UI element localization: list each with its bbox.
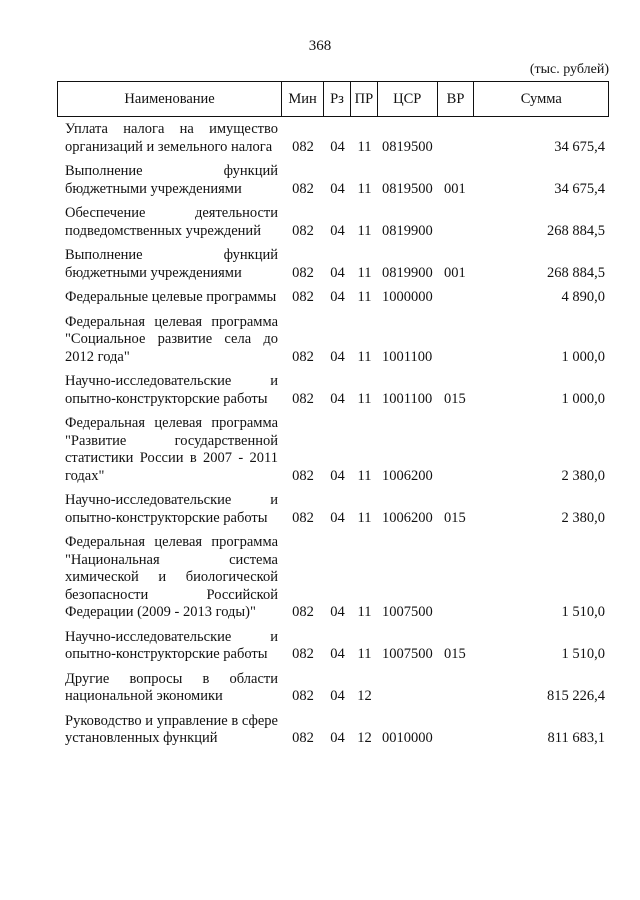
cell-rz: 04: [330, 180, 345, 197]
cell-pr: 11: [357, 222, 372, 239]
cell-pr: 11: [357, 390, 372, 407]
table-row: [57, 205, 609, 240]
cell-min: 082: [292, 180, 314, 197]
cell-csr: 1000000: [382, 289, 433, 305]
cell-min: 082: [292, 390, 314, 407]
header-sum: Сумма: [520, 90, 562, 107]
cell-pr: 11: [357, 264, 372, 281]
header-rz: Рз: [324, 82, 351, 116]
cell-pr: 11: [357, 180, 372, 197]
cell-rz: 04: [330, 138, 345, 155]
cell-name: Выполнение функций бюджетными учреждениями: [65, 163, 278, 197]
cell-vr: 001: [444, 264, 466, 281]
cell-sum: 1 510,0: [561, 646, 605, 662]
cell-pr: 12: [357, 730, 372, 746]
cell-rz: 04: [330, 390, 345, 407]
cell-name: Руководство и управление в сфере установленных функций: [65, 712, 278, 746]
cell-pr: 11: [357, 509, 372, 526]
cell-name: Федеральная целевая программа "Развитие государственной статистики России в 2007 - 2011 годах": [65, 415, 278, 484]
cell-name: Федеральная целевая программа "Социальное развитие села до 2012 года": [65, 313, 278, 365]
cell-name: Научно-исследовательские и опытно-конструкторские работы: [65, 628, 278, 662]
table-row: [57, 314, 609, 367]
header-name: Наименование: [58, 82, 282, 116]
cell-min: 082: [292, 348, 314, 365]
cell-rz: 04: [330, 348, 345, 365]
cell-sum: 2 380,0: [561, 509, 605, 526]
cell-rz: 04: [330, 730, 345, 746]
header-min: Мин: [282, 82, 324, 116]
cell-pr: 11: [357, 467, 372, 484]
cell-vr: 015: [444, 509, 466, 526]
cell-csr: 1006200: [382, 509, 433, 526]
cell-name: Уплата налога на имущество организаций и земельного налога: [65, 121, 278, 155]
cell-rz: 04: [330, 222, 345, 239]
page-number: 368: [308, 38, 332, 54]
cell-rz: 04: [330, 264, 345, 281]
cell-csr: 0010000: [382, 730, 433, 746]
cell-csr: 0819900: [382, 264, 433, 281]
cell-min: 082: [292, 264, 314, 281]
cell-csr: 0819500: [382, 180, 433, 197]
cell-sum: 1 000,0: [561, 348, 605, 365]
cell-vr: 015: [444, 390, 466, 407]
cell-rz: 04: [330, 289, 345, 305]
table-row: [57, 534, 609, 622]
cell-csr: 1001100: [382, 390, 433, 407]
cell-min: 082: [292, 688, 314, 704]
cell-csr: 0819500: [382, 138, 433, 155]
cell-csr: 1007500: [382, 646, 433, 662]
table-row: [57, 289, 609, 307]
cell-rz: 04: [330, 509, 345, 526]
cell-pr: 11: [357, 138, 372, 155]
table-row: [57, 247, 609, 282]
cell-vr: 001: [444, 180, 466, 197]
cell-min: 082: [292, 509, 314, 526]
cell-sum: 811 683,1: [547, 730, 605, 746]
table-row: [57, 121, 609, 156]
cell-rz: 04: [330, 688, 345, 704]
table-header: [57, 81, 609, 117]
cell-name: Федеральная целевая программа "Национальная система химической и биологической безопасности Российской Федерации (2009 - 2013 годы)": [65, 534, 278, 620]
cell-pr: 12: [357, 688, 372, 704]
table-row: [57, 671, 609, 706]
budget-table: [57, 81, 609, 755]
cell-name: Другие вопросы в области национальной экономики: [65, 670, 278, 704]
header-vr: ВР: [438, 82, 475, 116]
cell-name: Обеспечение деятельности подведомственных учреждений: [65, 205, 278, 239]
table-row: [57, 629, 609, 664]
cell-rz: 04: [330, 467, 345, 484]
table-body: [57, 121, 609, 748]
cell-csr: 1007500: [382, 604, 433, 620]
cell-min: 082: [292, 604, 314, 620]
cell-name: Федеральные целевые программы: [65, 289, 277, 305]
cell-sum: 4 890,0: [561, 289, 605, 305]
cell-min: 082: [292, 138, 314, 155]
table-row: [57, 373, 609, 408]
cell-sum: 268 884,5: [547, 264, 605, 281]
cell-rz: 04: [330, 604, 345, 620]
cell-csr: 1006200: [382, 467, 433, 484]
cell-name: Научно-исследовательские и опытно-конструкторские работы: [65, 492, 278, 526]
cell-sum: 268 884,5: [547, 222, 605, 239]
cell-pr: 11: [357, 604, 372, 620]
cell-pr: 11: [357, 646, 372, 662]
table-row: [57, 492, 609, 527]
cell-vr: 015: [444, 646, 466, 662]
units-label: (тыс. рублей): [529, 62, 609, 77]
cell-min: 082: [292, 289, 314, 305]
cell-pr: 11: [357, 289, 372, 305]
cell-sum: 34 675,4: [554, 138, 605, 155]
table-row: [57, 163, 609, 198]
header-csr: ЦСР: [378, 82, 438, 116]
cell-name: Научно-исследовательские и опытно-конструкторские работы: [65, 373, 278, 407]
cell-name: Выполнение функций бюджетными учреждениями: [65, 247, 278, 281]
cell-csr: 1001100: [382, 348, 433, 365]
cell-sum: 2 380,0: [561, 467, 605, 484]
cell-sum: 34 675,4: [554, 180, 605, 197]
header-pr: ПР: [351, 82, 378, 116]
cell-csr: 0819900: [382, 222, 433, 239]
cell-sum: 1 510,0: [561, 604, 605, 620]
cell-min: 082: [292, 467, 314, 484]
cell-sum: 1 000,0: [561, 390, 605, 407]
table-row: [57, 713, 609, 748]
cell-rz: 04: [330, 646, 345, 662]
cell-min: 082: [292, 646, 314, 662]
table-row: [57, 415, 609, 485]
cell-sum: 815 226,4: [547, 688, 605, 704]
cell-min: 082: [292, 222, 314, 239]
cell-pr: 11: [357, 348, 372, 365]
cell-min: 082: [292, 730, 314, 746]
